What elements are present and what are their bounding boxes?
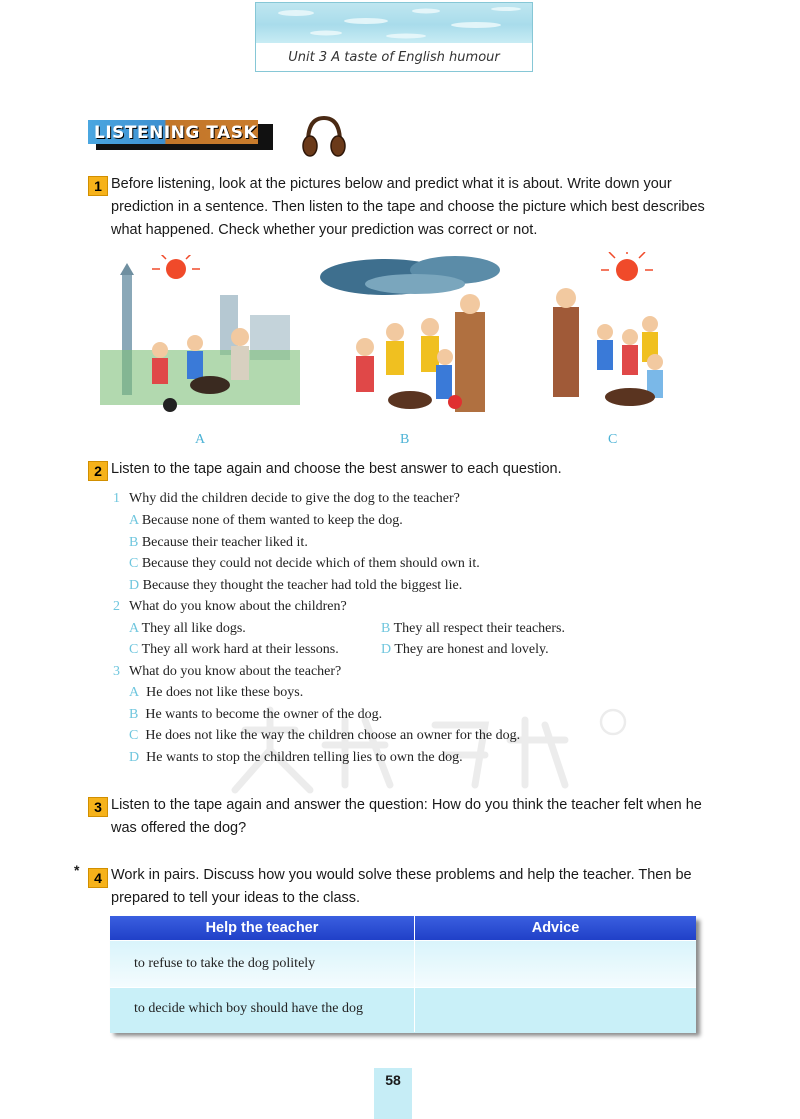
q3-option-c[interactable]: C He does not like the way the children choose an owner for the dog. bbox=[129, 728, 521, 743]
q3-option-d[interactable]: D He wants to stop the children telling lies to own the dog. bbox=[129, 750, 463, 765]
q2-option-b[interactable]: B They all respect their teachers. bbox=[381, 621, 566, 636]
section-title-text: LISTENING TASK bbox=[94, 123, 258, 143]
task-number-1: 1 bbox=[88, 176, 108, 196]
table-row bbox=[110, 987, 696, 1033]
question-1-text: Why did the children decide to give the dog to the teacher? bbox=[129, 491, 460, 506]
page-number: 58 bbox=[374, 1068, 412, 1119]
q3-option-a[interactable]: A He does not like these boys. bbox=[129, 685, 304, 700]
advice-input-row-1[interactable] bbox=[415, 941, 696, 987]
picture-label-b: B bbox=[400, 432, 410, 447]
headphones-icon bbox=[298, 112, 350, 164]
section-title bbox=[88, 120, 273, 154]
table-cell-task: to refuse to take the dog politely bbox=[134, 956, 316, 971]
task-3-text: Listen to the tape again and answer the question: How do you think the teacher felt when he was offered the dog? bbox=[111, 797, 702, 836]
picture-label-c: C bbox=[608, 432, 618, 447]
advice-input-row-2[interactable] bbox=[415, 988, 696, 1033]
task-4-text: Work in pairs. Discuss how you would solve these problems and help the teacher. Then be prepared to tell your ideas to the class. bbox=[111, 867, 692, 906]
header-help-the-teacher: Help the teacher bbox=[110, 916, 414, 940]
table-row bbox=[110, 941, 696, 987]
unit-caption: Unit 3 A taste of English humour bbox=[288, 50, 500, 65]
optional-star-marker: * bbox=[74, 862, 80, 878]
advice-table bbox=[110, 916, 696, 1032]
q1-option-c[interactable]: C Because they could not decide which of them should own it. bbox=[129, 556, 480, 571]
header-advice: Advice bbox=[415, 916, 696, 940]
question-1-number: 1 bbox=[113, 491, 120, 506]
q1-option-a[interactable]: A Because none of them wanted to keep the dog. bbox=[129, 513, 403, 528]
picture-b-illustration bbox=[315, 252, 505, 422]
question-2-text: What do you know about the children? bbox=[129, 599, 347, 614]
q2-option-d[interactable]: D They are honest and lovely. bbox=[381, 642, 549, 657]
question-3-text: What do you know about the teacher? bbox=[129, 664, 342, 679]
task-number-2: 2 bbox=[88, 461, 108, 481]
q2-option-a[interactable]: A They all like dogs. bbox=[129, 621, 246, 636]
picture-label-a: A bbox=[195, 432, 206, 447]
table-cell-task: to decide which boy should have the dog bbox=[134, 1001, 364, 1016]
task-number-4: 4 bbox=[88, 868, 108, 888]
q1-option-b[interactable]: B Because their teacher liked it. bbox=[129, 535, 308, 550]
question-3-number: 3 bbox=[113, 664, 120, 679]
picture-a-illustration bbox=[100, 255, 300, 425]
task-1-text: Before listening, look at the pictures below and predict what it is about. Write down your prediction in a sentence. Then listen to the tape and choose the picture which best describes what happened. Check whether your prediction was correct or not. bbox=[111, 176, 705, 238]
q2-option-c[interactable]: C They all work hard at their lessons. bbox=[129, 642, 339, 657]
publisher-watermark-image bbox=[215, 700, 635, 800]
unit-banner bbox=[255, 2, 533, 72]
q3-option-b[interactable]: B He wants to become the owner of the dog. bbox=[129, 707, 383, 722]
column-divider bbox=[414, 916, 415, 1032]
sky-banner-image bbox=[256, 3, 532, 43]
question-2-number: 2 bbox=[113, 599, 120, 614]
picture-c-illustration bbox=[545, 252, 685, 422]
task-number-3: 3 bbox=[88, 797, 108, 817]
q1-option-d[interactable]: D Because they thought the teacher had told the biggest lie. bbox=[129, 578, 463, 593]
task-2-text: Listen to the tape again and choose the best answer to each question. bbox=[111, 461, 562, 477]
